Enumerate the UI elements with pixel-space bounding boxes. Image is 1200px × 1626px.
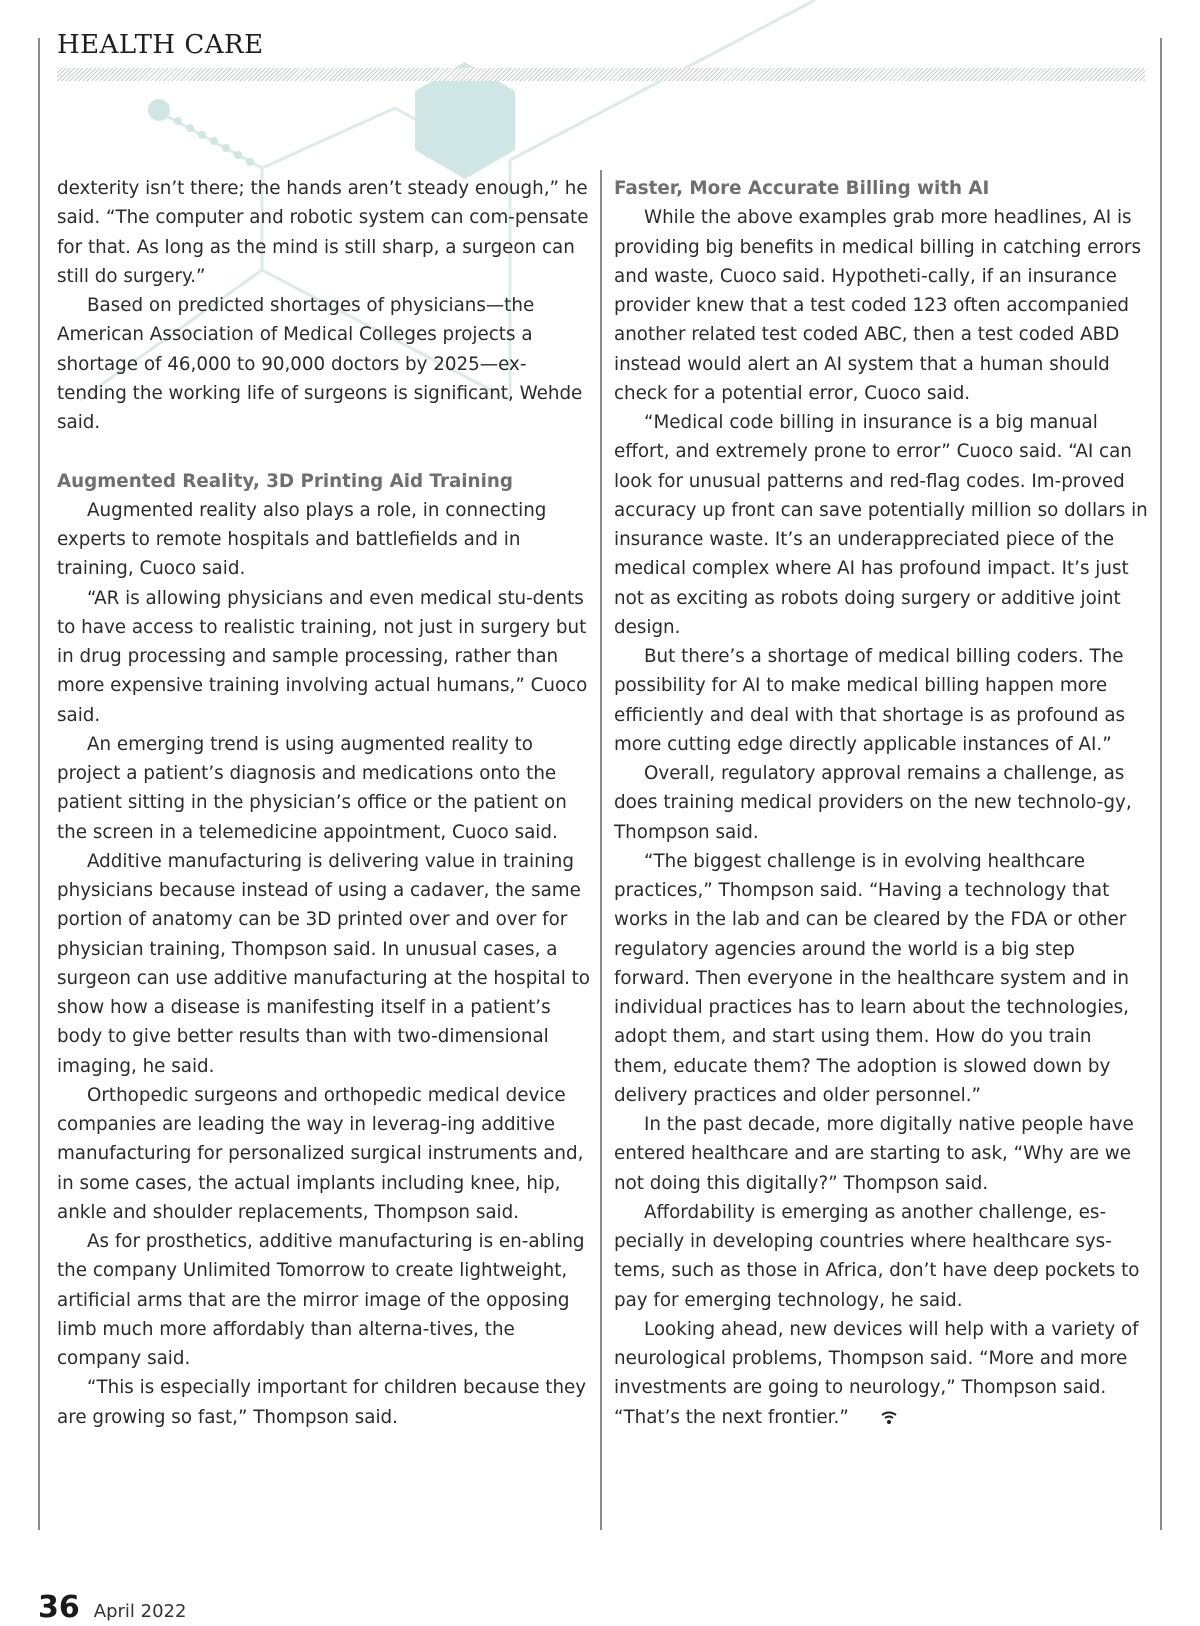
paragraph-text: Looking ahead, new devices will help with a variety of neurological problems, Thompson said. “More and more investments are going to neurology,” Thompson said. “That’s the next frontier.” bbox=[614, 1318, 1139, 1428]
column-divider-rule bbox=[600, 170, 602, 1530]
paragraph: In the past decade, more digitally native people have entered healthcare and are starting to ask, “Why are we not doing this digitally?” Thompson said. bbox=[614, 1114, 1134, 1194]
paragraph: “AR is allowing physicians and even medical stu-dents to have access to realistic training, not just in surgery but in drug processing and sample processing, rather than more expensive training involving actual humans,” Cuoco said. bbox=[57, 587, 588, 726]
paragraph: “This is especially important for children because they are growing so fast,” Thompson said. bbox=[57, 1377, 587, 1428]
paragraph: Additive manufacturing is delivering value in training physicians because instead of using a cadaver, the same portion of anatomy can be 3D printed over and over for physician training, Thompson said. In unusual cases, a surgeon can use additive manufacturing at the hospital to show how a disease is manifesting itself in a patient’s body to give better results than with two-dimensional imaging, he said. bbox=[57, 850, 590, 1077]
section-title: HEALTH CARE bbox=[57, 30, 264, 60]
paragraph: Affordability is emerging as another challenge, es-pecially in developing countries where healthcare sys-tems, such as those in Africa, don’t have deep pockets to pay for emerging technology, he said. bbox=[614, 1201, 1140, 1311]
subheading: Faster, More Accurate Billing with AI bbox=[614, 178, 990, 199]
paragraph: dexterity isn’t there; the hands aren’t steady enough,” he said. “The computer and robotic system can com-pensate for that. As long as the mind is still sharp, a surgeon can still do surgery.” bbox=[57, 178, 589, 287]
paragraph: Augmented reality also plays a role, in connecting experts to remote hospitals and battlefields and in training, Cuoco said. bbox=[57, 499, 547, 580]
paragraph: Orthopedic surgeons and orthopedic medical device companies are leading the way in leverag-ing additive manufacturing for personalized surgical instruments and, in some cases, the actual implants including knee, hip, ankle and shoulder replacements, Thompson said. bbox=[57, 1084, 584, 1223]
paragraph: An emerging trend is using augmented reality to project a patient’s diagnosis and medications onto the patient sitting in the physician’s office or the patient on the screen in a telemedicine appointment, Cuoco said. bbox=[57, 733, 567, 843]
right-column bbox=[614, 174, 1149, 1434]
left-margin-rule bbox=[38, 38, 40, 1530]
paragraph: But there’s a shortage of medical billing coders. The possibility for AI to make medical billing happen more efficiently and deal with that shortage is as profound as more cutting edge directly applicable instances of AI.” bbox=[614, 646, 1126, 755]
paragraph: As for prosthetics, additive manufacturing is en-abling the company Unlimited Tomorrow to create lightweight, artificial arms that are the mirror image of the opposing limb much more affordably than alterna-tives, the company said. bbox=[57, 1231, 585, 1369]
end-of-article-icon bbox=[851, 1405, 897, 1434]
paragraph: Overall, regulatory approval remains a challenge, as does training medical providers on the new technolo-gy, Thompson said. bbox=[614, 763, 1132, 843]
paragraph: Based on predicted shortages of physicians—the American Association of Medical Colleges projects a shortage of 46,000 to 90,000 doctors by 2025—ex-tending the working life of surgeons is significant, Wehde said. bbox=[57, 295, 583, 433]
issue-date: April 2022 bbox=[93, 1601, 187, 1622]
page-footer bbox=[38, 1590, 186, 1625]
subheading: Augmented Reality, 3D Printing Aid Training bbox=[57, 470, 513, 492]
page-number: 36 bbox=[38, 1590, 80, 1625]
paragraph: “Medical code billing in insurance is a big manual effort, and extremely prone to error” Cuoco said. “AI can look for unusual patterns and red-flag codes. Im-proved accuracy up front can save potentially million so dollars in insurance waste. It’s an underappreciated piece of the medical complex where AI has profound impact. It’s just not as exciting as robots doing surgery or additive joint design. bbox=[614, 412, 1148, 638]
paragraph: While the above examples grab more headlines, AI is providing big benefits in medical billing in catching errors and waste, Cuoco said. Hypotheti-cally, if an insurance provider knew that a test coded 123 often accompanied another related test coded ABC, then a test coded ABD instead would alert an AI system that a human should check for a potential error, Cuoco said. bbox=[614, 207, 1141, 404]
paragraph-last bbox=[614, 1315, 1149, 1434]
left-column bbox=[57, 174, 592, 1432]
paragraph: “The biggest challenge is in evolving healthcare practices,” Thompson said. “Having a technology that works in the lab and can be cleared by the FDA or other regulatory agencies around the world is a big step forward. Then everyone in the healthcare system and in individual practices has to learn about the technologies, adopt them, and start using them. How do you train them, educate them? The adoption is slowed down by delivery practices and older personnel.” bbox=[614, 850, 1129, 1106]
right-margin-rule bbox=[1160, 38, 1162, 1530]
header-hatch-bar bbox=[57, 68, 1145, 81]
